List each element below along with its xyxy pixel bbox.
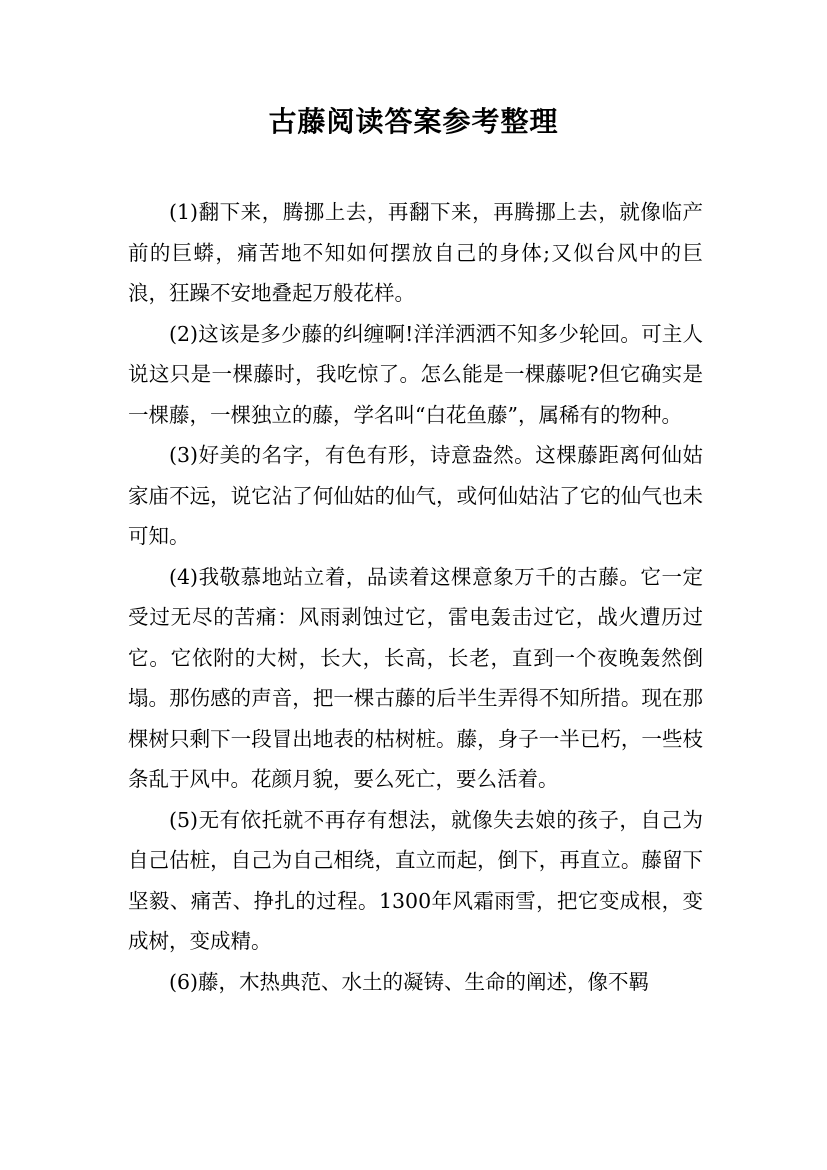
paragraph-2: (2)这该是多少藤的纠缠啊!洋洋洒洒不知多少轮回。可主人说这只是一棵藤时，我吃惊了。怎么能是一棵藤呢?但它确实是一棵藤，一棵独立的藤，学名叫“白花鱼藤”，属稀有的物种。 bbox=[128, 321, 703, 427]
paragraph-6: (6)藤，木热典范、水土的凝铸、生命的阐述，像不羁 bbox=[169, 969, 650, 994]
paragraph-4: (4)我敬慕地站立着，品读着这棵意象万千的古藤。它一定受过无尽的苦痛：风雨剥蚀过它，雷电轰击过它，战火遭历过它。它依附的大树，长大，长高，长老，直到一个夜晚轰然倒塌。那伤感的声音，把一棵古藤的后半生弄得不知所措。现在那棵树只剩下一段冒出地表的枯树桩。藤，身子一半已朽，一些枝条乱于风中。花颜月貌，要么死亡，要么活着。 bbox=[128, 564, 703, 791]
document-title: 古藤阅读答案参考整理 bbox=[268, 105, 559, 138]
paragraph-1: (1)翻下来，腾挪上去，再翻下来，再腾挪上去，就像临产前的巨蟒，痛苦地不知如何摆放自己的身体;又似台风中的巨浪，狂躁不安地叠起万般花样。 bbox=[128, 200, 703, 305]
document-body bbox=[128, 192, 703, 1002]
paragraph-5: (5)无有依托就不再存有想法，就像失去娘的孩子，自己为自己估桩，自己为自己相绕，直立而起，倒下，再直立。藤留下坚毅、痛苦、挣扎的过程。1300年风霜雨雪，把它变成根，变成树，变成精。 bbox=[128, 807, 703, 953]
paragraph-3: (3)好美的名字，有色有形，诗意盎然。这棵藤距离何仙姑家庙不远，说它沾了何仙姑的仙气，或何仙姑沾了它的仙气也未可知。 bbox=[128, 443, 703, 548]
